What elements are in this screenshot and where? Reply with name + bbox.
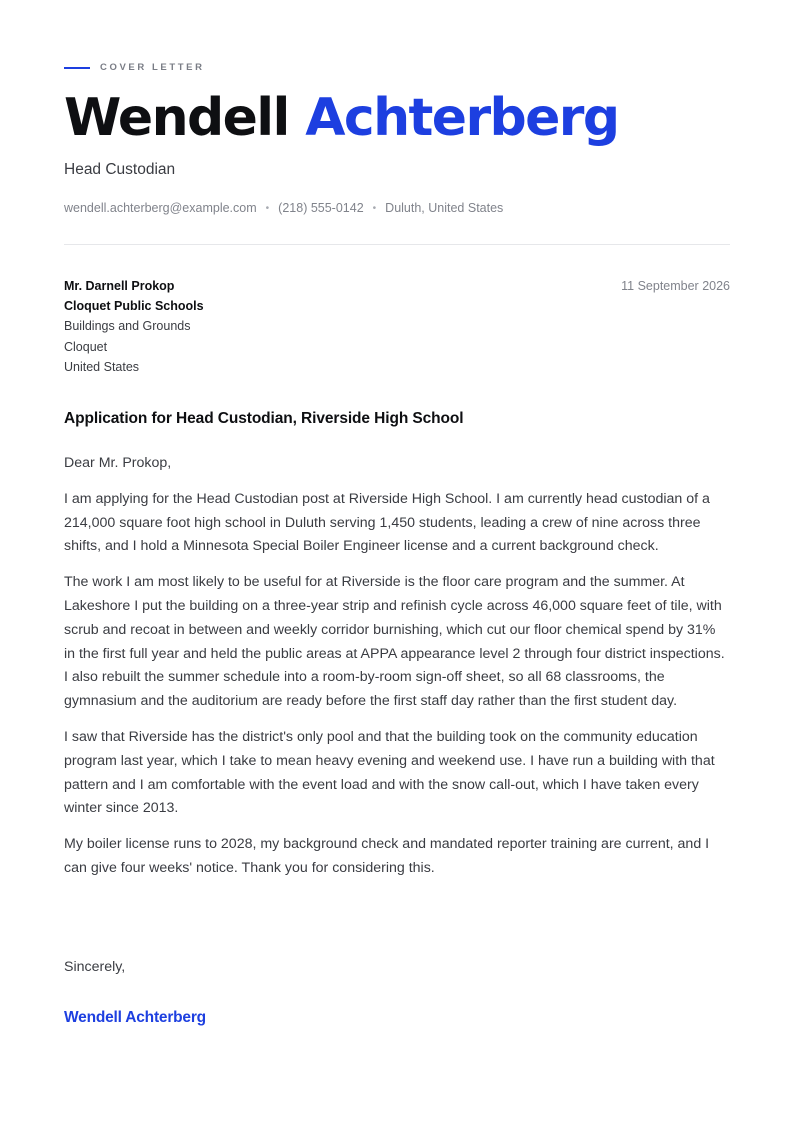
recipient-country: United States: [64, 359, 140, 374]
recipient-department: Buildings and Grounds: [64, 319, 191, 334]
contact-location: Duluth, United States: [385, 201, 504, 215]
accent-rule: [64, 67, 90, 69]
recipient-block: [64, 276, 204, 377]
recipient-city: Cloquet: [64, 339, 108, 354]
separator-dot: •: [372, 202, 377, 214]
recipient-name: Mr. Darnell Prokop: [64, 279, 175, 293]
body-paragraph: I saw that Riverside has the district's only pool and that the building took on the community education program last year, which I take to mean heavy evening and weekend use. I have run a building with that pattern and I am comfortable with the event load and with the snow call-out, which I have taken every winter since 2013.: [64, 728, 715, 817]
contact-line: [64, 201, 503, 215]
contact-email[interactable]: wendell.achterberg@example.com: [64, 201, 257, 215]
applicant-first-name: Wendell: [64, 88, 289, 148]
closing: Sincerely,: [64, 959, 126, 975]
applicant-last-name: Achterberg: [305, 88, 619, 148]
body-paragraph: I am applying for the Head Custodian post at Riverside High School. I am currently head custodian of a 214,000 square foot high school in Duluth serving 1,450 students, leading a crew of nine across three shifts, and I hold a Minnesota Special Boiler Engineer license and a current background check.: [64, 490, 710, 555]
letter-subject: Application for Head Custodian, Riverside High School: [64, 410, 464, 427]
signature: Wendell Achterberg: [64, 1009, 206, 1026]
header-divider: [64, 244, 730, 245]
salutation: Dear Mr. Prokop,: [64, 455, 172, 471]
applicant-role: Head Custodian: [64, 161, 176, 178]
separator-dot: •: [265, 202, 270, 214]
recipient-organization: Cloquet Public Schools: [64, 299, 204, 314]
body-paragraph: My boiler license runs to 2028, my background check and mandated reporter training are current, and I can give four weeks' notice. Thank you for considering this.: [64, 836, 710, 876]
body-paragraph: The work I am most likely to be useful for at Riverside is the floor care program and the summer. At Lakeshore I put the building on a three-year strip and refinish cycle across 46,000 square feet of tile, with scrub and recoat in between and weekly corridor burnishing, which cut our floor chemical spend by 31% in the first full year and held the public areas at APPA appearance level 2 through four district inspections. I also rebuilt the summer schedule into a room-by-room sign-off sheet, so all 68 classrooms, the gymnasium and the auditorium are ready before the first staff day rather than the first student day.: [64, 574, 725, 710]
applicant-name: [64, 86, 618, 150]
letter-body: [64, 452, 730, 893]
eyebrow-label: COVER LETTER: [100, 62, 205, 73]
letter-date: 11 September 2026: [621, 279, 730, 293]
eyebrow: [64, 62, 205, 73]
contact-phone[interactable]: (218) 555-0142: [278, 201, 364, 215]
